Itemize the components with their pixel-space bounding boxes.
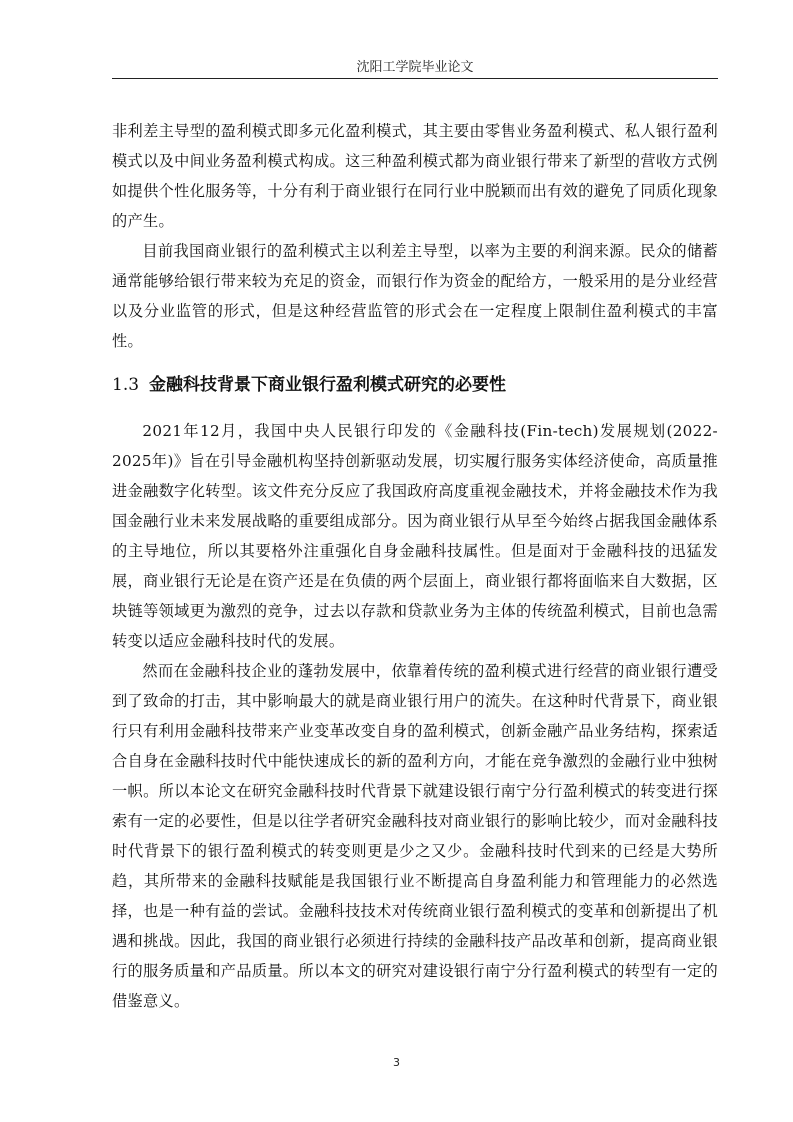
paragraph-4: 然而在金融科技企业的蓬勃发展中，依靠着传统的盈利模式进行经营的商业银行遭受到了致命的打击，其中影响最大的就是商业银行用户的流失。在这种时代背景下，商业银行只有利用金融科技带来产业变革改变自身的盈利模式，创新金融产品业务结构，探索适合自身在金融科技时代中能快速成长的新的盈利方向，才能在竞争激烈的金融行业中独树一帜。所以本论文在研究金融科技时代背景下就建设银行南宁分行盈利模式的转变进行探索有一定的必要性，但是以往学者研究金融科技对商业银行的影响比较少，而对金融科技时代背景下的银行盈利模式的转变则更是少之又少。金融科技时代到来的已经是大势所趋，其所带来的金融科技赋能是我国银行业不断提高自身盈利能力和管理能力的必然选择，也是一种有益的尝试。金融科技技术对传统商业银行盈利模式的变革和创新提出了机遇和挑战。因此，我国的商业银行必须进行持续的金融科技产品改革和创新，提高商业银行的服务质量和产品质量。所以本文的研究对建设银行南宁分行盈利模式的转型有一定的借鉴意义。	[112, 662, 718, 1010]
page-number: 3	[393, 1056, 400, 1069]
header-divider	[112, 78, 718, 79]
paragraph-3: 2021年12月，我国中央人民银行印发的《金融科技(Fin-tech)发展规划(2022-2025年)》旨在引导金融机构坚持创新驱动发展，切实履行服务实体经济使命，高质量推进金融数字化转型。该文件充分反应了我国政府高度重视金融技术，并将金融技术作为我国金融行业未来发展战略的重要组成部分。因为商业银行从早至今始终占据我国金融体系的主导地位，所以其要格外注重强化自身金融科技属性。但是面对于金融科技的迅猛发展，商业银行无论是在资产还是在负债的两个层面上，商业银行都将面临来自大数据，区块链等领域更为激烈的竞争，过去以存款和贷款业务为主体的传统盈利模式，目前也急需转变以适应金融科技时代的发展。	[112, 422, 718, 650]
paragraph-2: 目前我国商业银行的盈利模式主以利差主导型，以率为主要的利润来源。民众的储蓄通常能够给银行带来较为充足的资金，而银行作为资金的配给方，一般采用的是分业经营以及分业监管的形式，但是这种经营监管的形式会在一定程度上限制住盈利模式的丰富性。	[112, 242, 718, 350]
page-body	[112, 116, 718, 1016]
paragraph-1: 非利差主导型的盈利模式即多元化盈利模式，其主要由零售业务盈利模式、私人银行盈利模式以及中间业务盈利模式构成。这三种盈利模式都为商业银行带来了新型的营收方式例如提供个性化服务等，十分有利于商业银行在同行业中脱颖而出有效的避免了同质化现象的产生。	[112, 122, 718, 230]
section-heading	[112, 372, 718, 398]
section-number: 1.3	[112, 375, 140, 395]
section-title: 金融科技背景下商业银行盈利模式研究的必要性	[149, 375, 507, 395]
running-header: 沈阳工学院毕业论文	[356, 60, 474, 75]
